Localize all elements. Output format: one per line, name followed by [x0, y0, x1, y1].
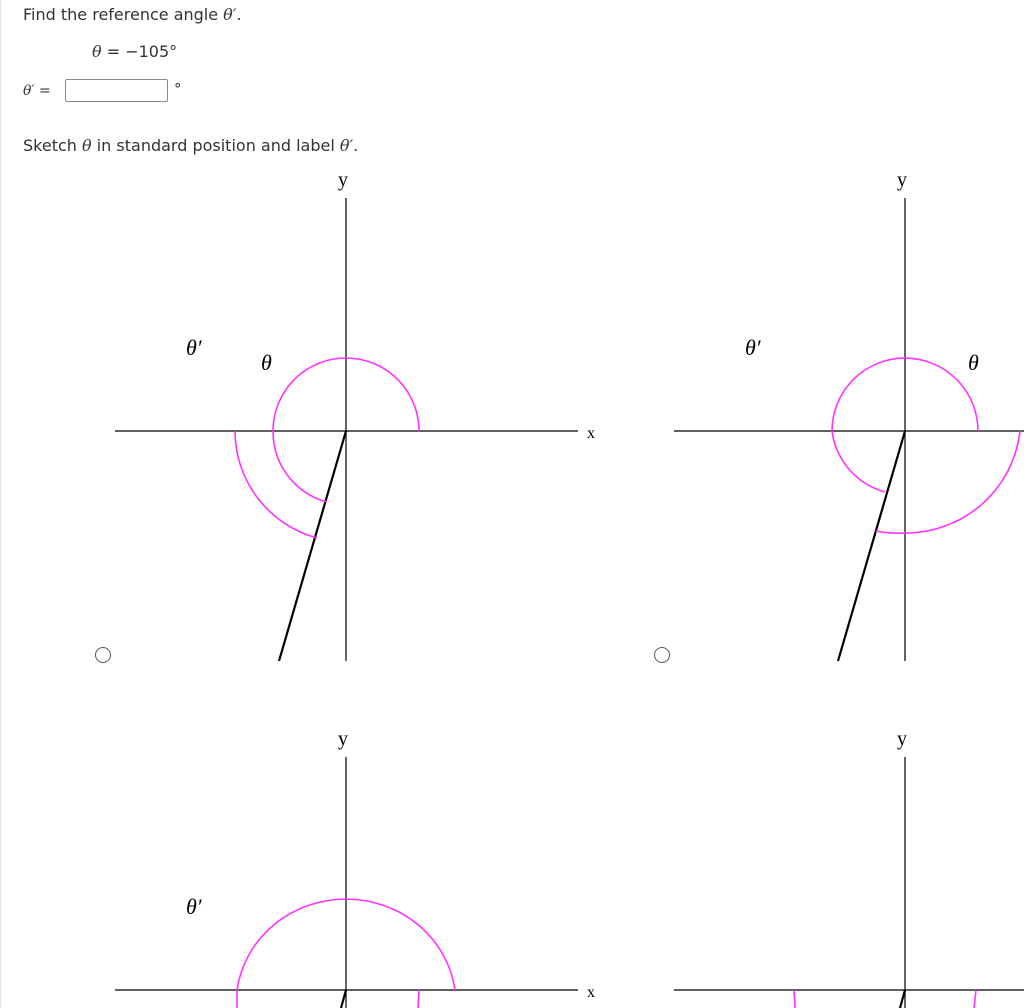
answer-equals: =	[34, 83, 51, 99]
theta-arc	[794, 990, 795, 1008]
answer-theta-prime: θ′	[23, 83, 35, 99]
x-axis-label: x	[587, 425, 595, 442]
sketch-theta-prime: θ′	[339, 136, 354, 155]
given-value: = −105°	[101, 42, 178, 61]
theta-prime-symbol: θ′	[223, 5, 237, 24]
y-axis-label: y	[897, 728, 907, 750]
degree-symbol: °	[174, 80, 182, 98]
y-axis-label: y	[338, 169, 348, 191]
sketch-period: .	[353, 136, 359, 155]
sketch-text-2: in standard position and label	[91, 136, 340, 155]
terminal-side	[900, 990, 905, 1008]
y-axis-label: y	[897, 169, 907, 191]
theta-prime-arc	[974, 990, 976, 1008]
prompt-period: .	[236, 5, 242, 24]
theta-label: θ	[261, 350, 272, 375]
theta-label: θ	[968, 350, 979, 375]
given-theta: θ	[92, 42, 102, 61]
sketch-text-1: Sketch	[23, 136, 82, 155]
theta-prime-label: θ′	[745, 335, 761, 360]
y-axis-label: y	[338, 728, 348, 750]
x-axis-label: x	[587, 984, 595, 1001]
theta-prime-label: θ′	[186, 335, 202, 360]
prompt-text: Find the reference angle	[23, 5, 224, 24]
sketch-theta: θ	[82, 136, 92, 155]
theta-prime-label: θ′	[186, 894, 202, 919]
